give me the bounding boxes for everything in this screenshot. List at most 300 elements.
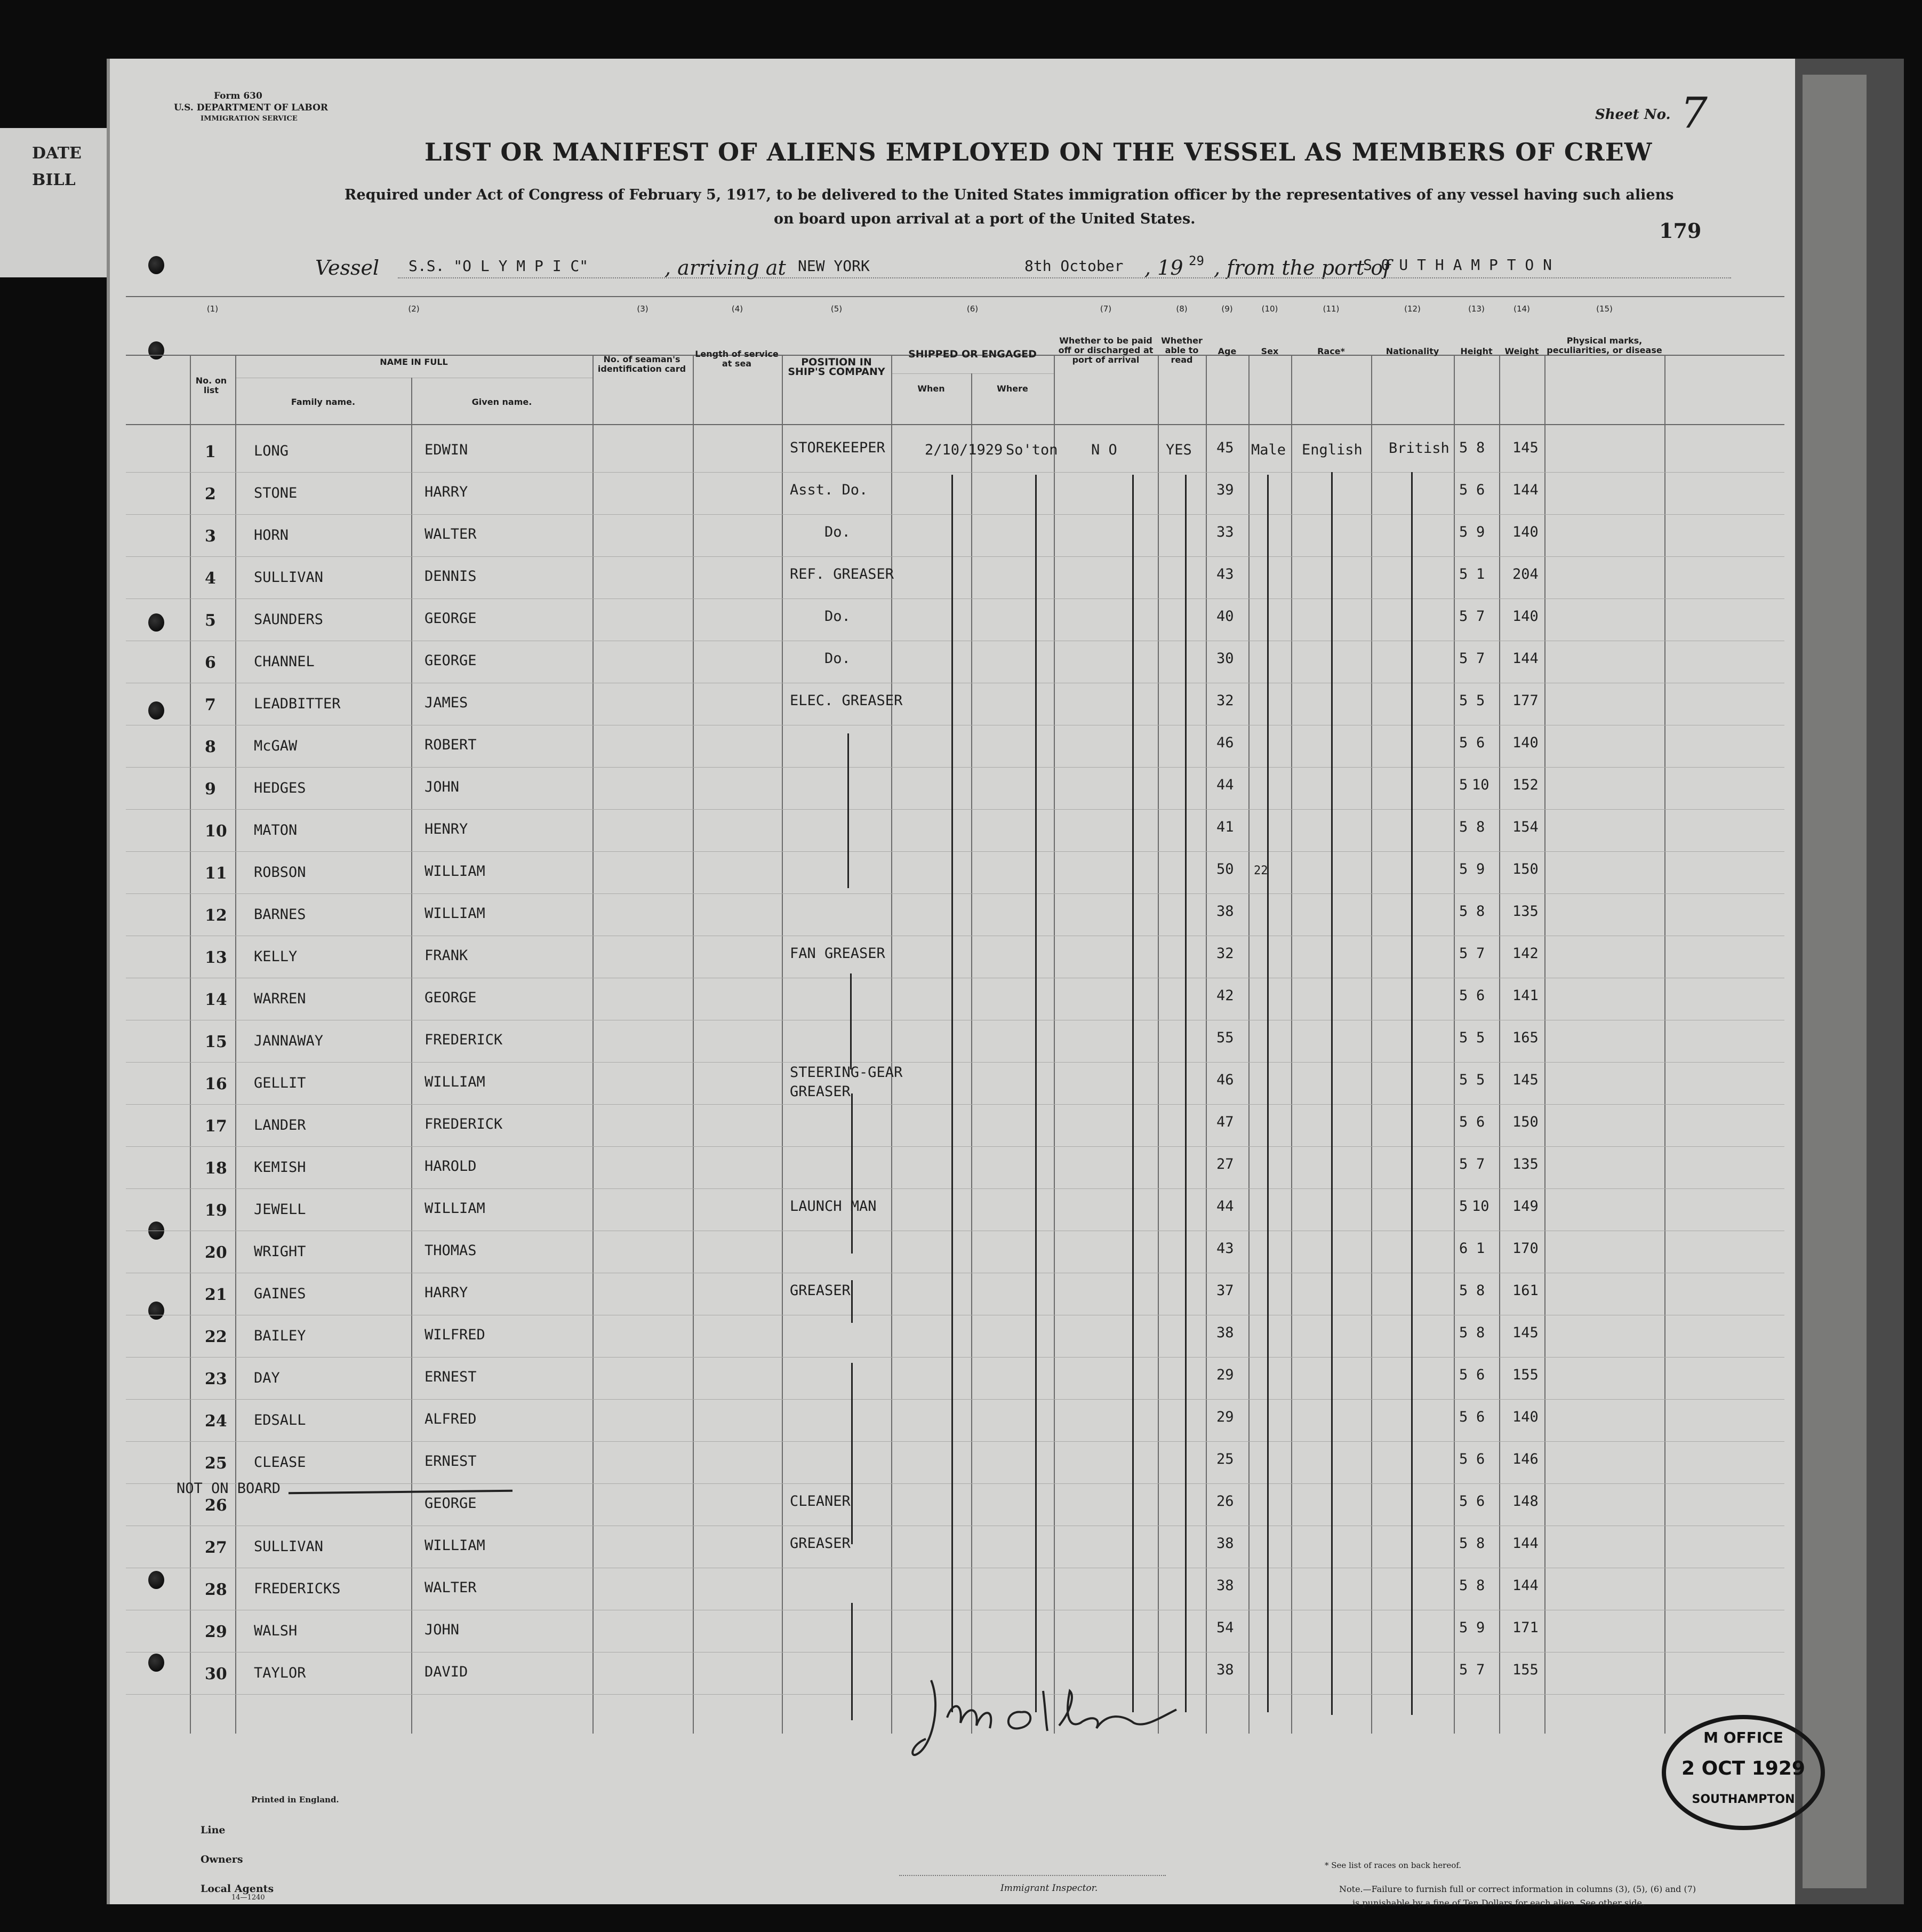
family-name: DAY bbox=[254, 1370, 280, 1386]
age: 41 bbox=[1216, 819, 1234, 835]
height-inches: 6 bbox=[1476, 1114, 1485, 1130]
given-name: GEORGE bbox=[425, 610, 477, 627]
row-rule bbox=[126, 1357, 1784, 1358]
row-rule bbox=[126, 1441, 1784, 1442]
height-feet: 5 bbox=[1459, 650, 1468, 667]
height-inches: 8 bbox=[1476, 819, 1485, 835]
strike-through-line bbox=[289, 1490, 512, 1494]
family-name: CLEASE bbox=[254, 1454, 306, 1471]
age: 38 bbox=[1216, 1662, 1234, 1678]
footer-agents-label: Local Agents bbox=[201, 1883, 274, 1895]
row-rule bbox=[126, 598, 1784, 599]
height-inches: 8 bbox=[1476, 1535, 1485, 1552]
ditto-line-position-f bbox=[851, 1603, 853, 1720]
row-rule bbox=[126, 893, 1784, 894]
family-name: HORN bbox=[254, 527, 289, 544]
punch-hole bbox=[148, 701, 164, 720]
weight: 171 bbox=[1512, 1619, 1539, 1636]
header-bottom-rule bbox=[126, 424, 1784, 425]
adjacent-page-scrap bbox=[0, 128, 107, 277]
column-number: (11) bbox=[1323, 304, 1340, 314]
position: STEERING-GEAR GREASER bbox=[790, 1064, 903, 1100]
row-rule bbox=[126, 1399, 1784, 1400]
sheet-number: 7 bbox=[1680, 88, 1708, 138]
binding-strip-inner bbox=[1803, 75, 1867, 1888]
row-rule bbox=[126, 1188, 1784, 1189]
weight: 155 bbox=[1512, 1662, 1539, 1678]
ditto-line-paid-off bbox=[1132, 475, 1134, 1712]
col-header-seaman-id: No. of seaman's identification card bbox=[597, 354, 686, 374]
table-column-rule bbox=[1248, 355, 1250, 1734]
given-name: WILLIAM bbox=[425, 863, 485, 880]
col-header-name: NAME IN FULL bbox=[380, 357, 448, 367]
row-rule bbox=[126, 851, 1784, 852]
row-number: 17 bbox=[205, 1117, 227, 1136]
row-number: 7 bbox=[205, 696, 216, 714]
inspector-rule bbox=[899, 1875, 1166, 1876]
given-name: GEORGE bbox=[425, 652, 477, 669]
column-number: (14) bbox=[1513, 304, 1530, 314]
table-column-rule bbox=[411, 378, 412, 1734]
col-header-sex: Sex bbox=[1261, 346, 1279, 356]
height-inches: 7 bbox=[1476, 1662, 1485, 1678]
column-number: (13) bbox=[1468, 304, 1485, 314]
punch-hole bbox=[148, 256, 164, 274]
family-name: STONE bbox=[254, 485, 298, 501]
weight: 140 bbox=[1512, 608, 1539, 625]
height-inches: 8 bbox=[1476, 1282, 1485, 1299]
row-rule bbox=[126, 767, 1784, 768]
age: 46 bbox=[1216, 1072, 1234, 1088]
service-name: IMMIGRATION SERVICE bbox=[201, 115, 298, 123]
given-name: HAROLD bbox=[425, 1158, 477, 1175]
age: 39 bbox=[1216, 482, 1234, 498]
weight: 177 bbox=[1512, 692, 1539, 709]
row-number: 13 bbox=[205, 948, 227, 967]
stamp-top-text: M OFFICE bbox=[1703, 1729, 1783, 1746]
given-name: HARRY bbox=[425, 1284, 468, 1301]
column-number: (4) bbox=[731, 304, 743, 314]
col-header-length-service: Length of service at sea bbox=[695, 349, 779, 369]
height-feet: 5 bbox=[1459, 1324, 1468, 1341]
col-header-age: Age bbox=[1218, 346, 1237, 356]
height-feet: 5 bbox=[1459, 482, 1468, 498]
column-number: (5) bbox=[830, 304, 843, 314]
height-feet: 5 bbox=[1459, 1367, 1468, 1383]
race-note: * See list of races on back hereof. bbox=[1325, 1861, 1462, 1870]
row-number: 5 bbox=[205, 611, 216, 630]
position: REF. GREASER bbox=[790, 566, 894, 582]
age: 40 bbox=[1216, 608, 1234, 625]
table-column-rule bbox=[235, 355, 236, 1734]
weight: 140 bbox=[1512, 735, 1539, 751]
weight: 140 bbox=[1512, 524, 1539, 540]
age: 45 bbox=[1216, 440, 1234, 456]
height-feet: 5 bbox=[1459, 1156, 1468, 1172]
height-feet: 5 bbox=[1459, 440, 1468, 456]
weight: 155 bbox=[1512, 1367, 1539, 1383]
table-column-rule bbox=[1499, 355, 1500, 1734]
weight: 144 bbox=[1512, 1577, 1539, 1594]
col-header-paid-off: Whether to be paid off or discharged at port of arrival bbox=[1058, 336, 1154, 365]
vessel-line-rule bbox=[398, 277, 1731, 278]
row-number: 11 bbox=[205, 864, 227, 883]
table-column-rule bbox=[1206, 355, 1207, 1734]
scrap-text-bill: BILL bbox=[32, 171, 76, 189]
position: ELEC. GREASER bbox=[790, 692, 903, 709]
family-name: MATON bbox=[254, 822, 298, 839]
height-feet: 5 bbox=[1459, 1535, 1468, 1552]
family-name: McGAW bbox=[254, 738, 298, 754]
age: 38 bbox=[1216, 1324, 1234, 1341]
family-name: WALSH bbox=[254, 1623, 298, 1639]
footer-agents-code: 14—1240 bbox=[231, 1894, 265, 1902]
height-feet: 5 bbox=[1459, 1451, 1468, 1467]
given-name: HARRY bbox=[425, 484, 468, 500]
column-number: (7) bbox=[1100, 304, 1112, 314]
height-feet: 5 bbox=[1459, 819, 1468, 835]
height-inches: 8 bbox=[1476, 1324, 1485, 1341]
age: 32 bbox=[1216, 692, 1234, 709]
height-inches: 7 bbox=[1476, 945, 1485, 962]
position: LAUNCH MAN bbox=[790, 1198, 877, 1215]
row1-sex: Male bbox=[1251, 442, 1286, 458]
age: 44 bbox=[1216, 777, 1234, 793]
height-feet: 5 bbox=[1459, 903, 1468, 920]
arrival-date: 8th October bbox=[1024, 257, 1124, 275]
given-name: DENNIS bbox=[425, 568, 477, 585]
row-rule bbox=[126, 1146, 1784, 1147]
given-name: DAVID bbox=[425, 1664, 468, 1680]
family-name: CHANNEL bbox=[254, 653, 315, 670]
col-header-able-read: Whether able to read bbox=[1161, 336, 1203, 365]
ditto-line-where bbox=[1035, 475, 1037, 1712]
position: STOREKEEPER bbox=[790, 440, 885, 456]
penalty-note-line1: Note.—Failure to furnish full or correct information in columns (3), (5), (6) and (7) bbox=[1339, 1884, 1696, 1894]
height-inches: 8 bbox=[1476, 903, 1485, 920]
col-header-shipped: SHIPPED OR ENGAGED bbox=[908, 348, 1037, 360]
height-inches: 7 bbox=[1476, 1156, 1485, 1172]
weight: 150 bbox=[1512, 861, 1539, 877]
height-feet: 5 bbox=[1459, 1577, 1468, 1594]
from-port-label: , from the port of bbox=[1214, 256, 1391, 280]
row1-when: 2/10/1929 bbox=[925, 442, 1003, 458]
height-inches: 7 bbox=[1476, 650, 1485, 667]
position: FAN GREASER bbox=[790, 945, 885, 962]
age: 38 bbox=[1216, 1577, 1234, 1594]
weight: 150 bbox=[1512, 1114, 1539, 1130]
column-number: (6) bbox=[966, 304, 979, 314]
height-inches: 6 bbox=[1476, 735, 1485, 751]
age: 43 bbox=[1216, 1240, 1234, 1257]
age: 27 bbox=[1216, 1156, 1234, 1172]
given-name: ERNEST bbox=[425, 1369, 477, 1385]
position: Do. bbox=[824, 608, 851, 625]
page-title: LIST OR MANIFEST OF ALIENS EMPLOYED ON THE VESSEL AS MEMBERS OF CREW bbox=[425, 138, 1653, 166]
row-number: 24 bbox=[205, 1412, 227, 1431]
table-column-rule bbox=[693, 355, 694, 1734]
height-inches: 6 bbox=[1476, 1493, 1485, 1510]
form-number: Form 630 bbox=[214, 91, 262, 101]
row-number: 28 bbox=[205, 1580, 227, 1599]
family-name: HEDGES bbox=[254, 780, 306, 796]
row-rule bbox=[126, 1483, 1784, 1484]
row-number: 19 bbox=[205, 1201, 227, 1220]
column-number: (12) bbox=[1404, 304, 1421, 314]
weight: 144 bbox=[1512, 482, 1539, 498]
inspector-signature bbox=[910, 1659, 1187, 1766]
arriving-label: , arriving at bbox=[664, 256, 786, 280]
table-column-rule bbox=[1371, 355, 1372, 1734]
age: 30 bbox=[1216, 650, 1234, 667]
given-name: WILLIAM bbox=[425, 1537, 485, 1554]
punch-hole bbox=[148, 1571, 164, 1589]
weight: 145 bbox=[1512, 1072, 1539, 1088]
age: 38 bbox=[1216, 1535, 1234, 1552]
weight: 144 bbox=[1512, 650, 1539, 667]
age: 54 bbox=[1216, 1619, 1234, 1636]
family-name: JANNAWAY bbox=[254, 1033, 324, 1049]
height-feet: 5 bbox=[1459, 1198, 1468, 1215]
height-feet: 5 bbox=[1459, 1029, 1468, 1046]
family-name: KEMISH bbox=[254, 1159, 306, 1176]
col-header-nationality: Nationality bbox=[1386, 346, 1439, 356]
row-rule bbox=[126, 514, 1784, 515]
ditto-line-nationality bbox=[1411, 472, 1413, 1715]
weight: 135 bbox=[1512, 903, 1539, 920]
weight: 152 bbox=[1512, 777, 1539, 793]
row-number: 20 bbox=[205, 1243, 227, 1262]
row-number: 15 bbox=[205, 1033, 227, 1051]
punch-hole bbox=[148, 1654, 164, 1672]
age: 25 bbox=[1216, 1451, 1234, 1467]
height-feet: 5 bbox=[1459, 1619, 1468, 1636]
row-number: 12 bbox=[205, 906, 227, 925]
weight: 148 bbox=[1512, 1493, 1539, 1510]
family-name: KELLY bbox=[254, 948, 298, 965]
height-feet: 5 bbox=[1459, 566, 1468, 582]
column-number: (3) bbox=[637, 304, 648, 314]
row-rule bbox=[126, 809, 1784, 810]
ditto-line-sex bbox=[1267, 475, 1269, 1712]
height-feet: 5 bbox=[1459, 861, 1468, 877]
col-header-race: Race* bbox=[1317, 346, 1345, 356]
row-number: 1 bbox=[205, 443, 216, 461]
row11-age-overwrite: 22 bbox=[1254, 864, 1268, 877]
given-name: JOHN bbox=[425, 779, 460, 795]
row-number: 16 bbox=[205, 1075, 227, 1093]
height-inches: 10 bbox=[1472, 1198, 1489, 1215]
given-name: JOHN bbox=[425, 1622, 460, 1638]
height-feet: 5 bbox=[1459, 1409, 1468, 1425]
given-name: ALFRED bbox=[425, 1411, 477, 1427]
height-inches: 9 bbox=[1476, 524, 1485, 540]
family-name: WRIGHT bbox=[254, 1243, 306, 1260]
row-number: 30 bbox=[205, 1665, 227, 1683]
table-column-rule bbox=[1054, 355, 1055, 1734]
immigrant-inspector-label: Immigrant Inspector. bbox=[1000, 1883, 1098, 1894]
row-number: 10 bbox=[205, 822, 227, 841]
weight: 161 bbox=[1512, 1282, 1539, 1299]
height-inches: 1 bbox=[1476, 566, 1485, 582]
height-feet: 5 bbox=[1459, 987, 1468, 1004]
column-number: (15) bbox=[1596, 304, 1613, 314]
row-number: 22 bbox=[205, 1328, 227, 1346]
given-name: WILLIAM bbox=[425, 1200, 485, 1217]
weight: 140 bbox=[1512, 1409, 1539, 1425]
ditto-line-race bbox=[1331, 472, 1333, 1715]
col-header-given: Given name. bbox=[471, 397, 532, 407]
column-number: (8) bbox=[1176, 304, 1188, 314]
family-name: SULLIVAN bbox=[254, 1538, 324, 1555]
position: Do. bbox=[824, 650, 851, 667]
given-name: FREDERICK bbox=[425, 1116, 503, 1132]
col-header-when: When bbox=[917, 384, 945, 394]
height-inches: 10 bbox=[1472, 777, 1489, 793]
age: 55 bbox=[1216, 1029, 1234, 1046]
sheet-label: Sheet No. bbox=[1595, 107, 1671, 123]
page-number: 179 bbox=[1659, 219, 1702, 243]
table-column-rule bbox=[190, 355, 191, 1734]
family-name: FREDERICKS bbox=[254, 1580, 341, 1597]
height-inches: 9 bbox=[1476, 1619, 1485, 1636]
age: 46 bbox=[1216, 735, 1234, 751]
given-name: ERNEST bbox=[425, 1453, 477, 1470]
height-inches: 6 bbox=[1476, 482, 1485, 498]
height-feet: 5 bbox=[1459, 1072, 1468, 1088]
stamp-bottom-text: SOUTHAMPTON bbox=[1692, 1793, 1795, 1806]
column-number: (2) bbox=[408, 304, 420, 314]
arrival-port: NEW YORK bbox=[798, 257, 870, 275]
given-name: HENRY bbox=[425, 821, 468, 837]
row-number: 23 bbox=[205, 1370, 227, 1388]
given-name: GEORGE bbox=[425, 989, 477, 1006]
family-name: LEADBITTER bbox=[254, 696, 341, 712]
row-number: 8 bbox=[205, 738, 216, 756]
printed-in-england: Printed in England. bbox=[251, 1795, 339, 1805]
height-inches: 7 bbox=[1476, 608, 1485, 625]
manifest-page bbox=[107, 59, 1805, 1908]
table-column-rule bbox=[971, 373, 972, 1734]
weight: 141 bbox=[1512, 987, 1539, 1004]
given-name: WILLIAM bbox=[425, 905, 485, 922]
row-number: 21 bbox=[205, 1286, 227, 1304]
table-column-rule bbox=[891, 355, 892, 1734]
vessel-name: S.S. "O L Y M P I C" bbox=[409, 257, 589, 275]
row-number: 4 bbox=[205, 569, 216, 588]
family-name: BAILEY bbox=[254, 1328, 306, 1344]
given-name: THOMAS bbox=[425, 1242, 477, 1259]
age: 29 bbox=[1216, 1409, 1234, 1425]
given-name: ROBERT bbox=[425, 737, 477, 753]
height-inches: 6 bbox=[1476, 1451, 1485, 1467]
given-name: EDWIN bbox=[425, 442, 468, 458]
col-header-height: Height bbox=[1460, 346, 1493, 356]
subtitle-line1: Required under Act of Congress of February 5, 1917, to be delivered to the United States immigration officer by the representatives of any vessel having such aliens bbox=[345, 187, 1674, 203]
height-inches: 8 bbox=[1476, 440, 1485, 456]
weight: 144 bbox=[1512, 1535, 1539, 1552]
height-inches: 5 bbox=[1476, 692, 1485, 709]
position: GREASER bbox=[790, 1282, 851, 1299]
given-name: JAMES bbox=[425, 694, 468, 711]
age: 37 bbox=[1216, 1282, 1234, 1299]
weight: 204 bbox=[1512, 566, 1539, 582]
position: Asst. Do. bbox=[790, 482, 868, 498]
height-feet: 5 bbox=[1459, 1282, 1468, 1299]
given-name: FREDERICK bbox=[425, 1032, 503, 1048]
family-name: LONG bbox=[254, 443, 289, 459]
punch-hole bbox=[148, 1302, 164, 1320]
shipped-subheader-rule bbox=[891, 373, 1054, 374]
height-inches: 6 bbox=[1476, 1409, 1485, 1425]
position: CLEANER bbox=[790, 1493, 851, 1510]
height-feet: 5 bbox=[1459, 1662, 1468, 1678]
family-name: SULLIVAN bbox=[254, 569, 324, 586]
family-name: LANDER bbox=[254, 1117, 306, 1133]
family-name: JEWELL bbox=[254, 1201, 306, 1218]
family-name: WARREN bbox=[254, 991, 306, 1007]
col-header-where: Where bbox=[997, 384, 1028, 394]
age: 26 bbox=[1216, 1493, 1234, 1510]
ditto-line-when bbox=[951, 475, 953, 1712]
column-number: (1) bbox=[206, 304, 219, 314]
height-feet: 5 bbox=[1459, 735, 1468, 751]
col-header-no: No. on list bbox=[195, 376, 227, 395]
weight: 145 bbox=[1512, 1324, 1539, 1341]
table-column-rule bbox=[1664, 355, 1665, 1734]
height-inches: 9 bbox=[1476, 861, 1485, 877]
row-number: 18 bbox=[205, 1159, 227, 1178]
height-feet: 6 bbox=[1459, 1240, 1468, 1257]
age: 32 bbox=[1216, 945, 1234, 962]
row-number: 6 bbox=[205, 653, 216, 672]
family-name: SAUNDERS bbox=[254, 611, 324, 628]
given-name: WALTER bbox=[425, 526, 477, 542]
height-inches: 5 bbox=[1476, 1029, 1485, 1046]
table-column-rule bbox=[592, 355, 594, 1734]
position: Do. bbox=[824, 524, 851, 540]
weight: 170 bbox=[1512, 1240, 1539, 1257]
row1-where: So'ton bbox=[1006, 442, 1058, 458]
family-name: ROBSON bbox=[254, 864, 306, 881]
height-feet: 5 bbox=[1459, 777, 1468, 793]
weight: 145 bbox=[1512, 440, 1539, 456]
age: 44 bbox=[1216, 1198, 1234, 1215]
age: 43 bbox=[1216, 566, 1234, 582]
row-rule bbox=[126, 472, 1784, 473]
row-number: 26 bbox=[205, 1496, 227, 1515]
height-feet: 5 bbox=[1459, 608, 1468, 625]
row-number: 29 bbox=[205, 1623, 227, 1641]
scrap-text-date: DATE bbox=[32, 144, 82, 163]
row-rule bbox=[126, 1104, 1784, 1105]
row1-paid-off: N O bbox=[1091, 442, 1117, 458]
col-header-family: Family name. bbox=[291, 397, 356, 407]
given-name: FRANK bbox=[425, 947, 468, 964]
ditto-line-position-e bbox=[851, 1363, 853, 1544]
table-column-rule bbox=[1454, 355, 1455, 1734]
weight: 154 bbox=[1512, 819, 1539, 835]
table-column-rule bbox=[1291, 355, 1292, 1734]
table-column-rule bbox=[1158, 355, 1159, 1734]
given-name: WALTER bbox=[425, 1579, 477, 1596]
row-number: 9 bbox=[205, 780, 216, 799]
family-name: GELLIT bbox=[254, 1075, 306, 1091]
height-feet: 5 bbox=[1459, 692, 1468, 709]
row-number: 2 bbox=[205, 485, 216, 504]
col-header-position: POSITION IN SHIP'S COMPANY bbox=[788, 356, 885, 378]
ditto-line-position-d bbox=[851, 1280, 853, 1323]
